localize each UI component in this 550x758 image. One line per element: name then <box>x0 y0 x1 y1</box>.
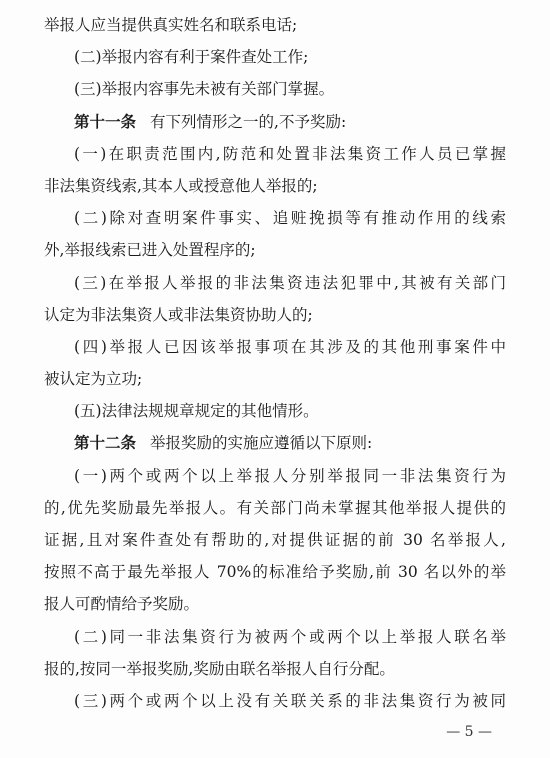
text-line: 举报人应当提供真实姓名和联系电话; <box>44 16 298 34</box>
article-text: 举报奖励的实施应遵循以下原则: <box>150 434 373 452</box>
text-line: 被认定为立功; <box>44 370 143 388</box>
text-line: (二)同一非法集资行为被两个或两个以上举报人联名举 <box>74 628 506 646</box>
article-eleven-heading <box>74 111 506 133</box>
text-line: 报人可酌情给予奖励。 <box>44 595 200 613</box>
text-line: 外,举报线索已进入处置程序的; <box>44 241 256 259</box>
text-line: 非法集资线索,其本人或授意他人举报的; <box>44 177 318 195</box>
text-line: (三)举报内容事先未被有关部门掌握。 <box>74 80 335 98</box>
text-line: (三)两个或两个以上没有关联关系的非法集资行为被同 <box>74 692 506 710</box>
text-line: (五)法律法规规章规定的其他情形。 <box>74 402 319 420</box>
text-line: 的,优先奖励最先举报人。有关部门尚未掌握其他举报人提供的 <box>44 499 506 517</box>
text-line: (一)两个或两个以上举报人分别举报同一非法集资行为 <box>74 467 506 485</box>
text-line: (三)在举报人举报的非法集资违法犯罪中,其被有关部门 <box>74 274 506 292</box>
text-line: (二)举报内容有利于案件查处工作; <box>74 48 309 66</box>
text-line: 按照不高于最先举报人 70%的标准给予奖励,前 30 名以外的举 <box>44 563 506 581</box>
article-text: 有下列情形之一的,不予奖励: <box>150 113 347 131</box>
text-line: 认定为非法集资人或非法集资协助人的; <box>44 306 313 324</box>
article-label: 第十一条 <box>74 113 137 131</box>
article-label: 第十二条 <box>74 434 137 452</box>
text-line: 报的,按同一举报奖励,奖励由联名举报人自行分配。 <box>44 660 395 678</box>
text-line: (二)除对查明案件事实、追赃挽损等有推动作用的线索 <box>74 209 506 227</box>
text-line: 证据,且对案件查处有帮助的,对提供证据的前 30 名举报人, <box>44 531 506 549</box>
text-line: (四)举报人已因该举报事项在其涉及的其他刑事案件中 <box>74 338 506 356</box>
page-number: — 5 — <box>446 724 492 740</box>
text-line: (一)在职责范围内,防范和处置非法集资工作人员已掌握 <box>74 145 506 163</box>
article-twelve-heading <box>74 432 506 454</box>
